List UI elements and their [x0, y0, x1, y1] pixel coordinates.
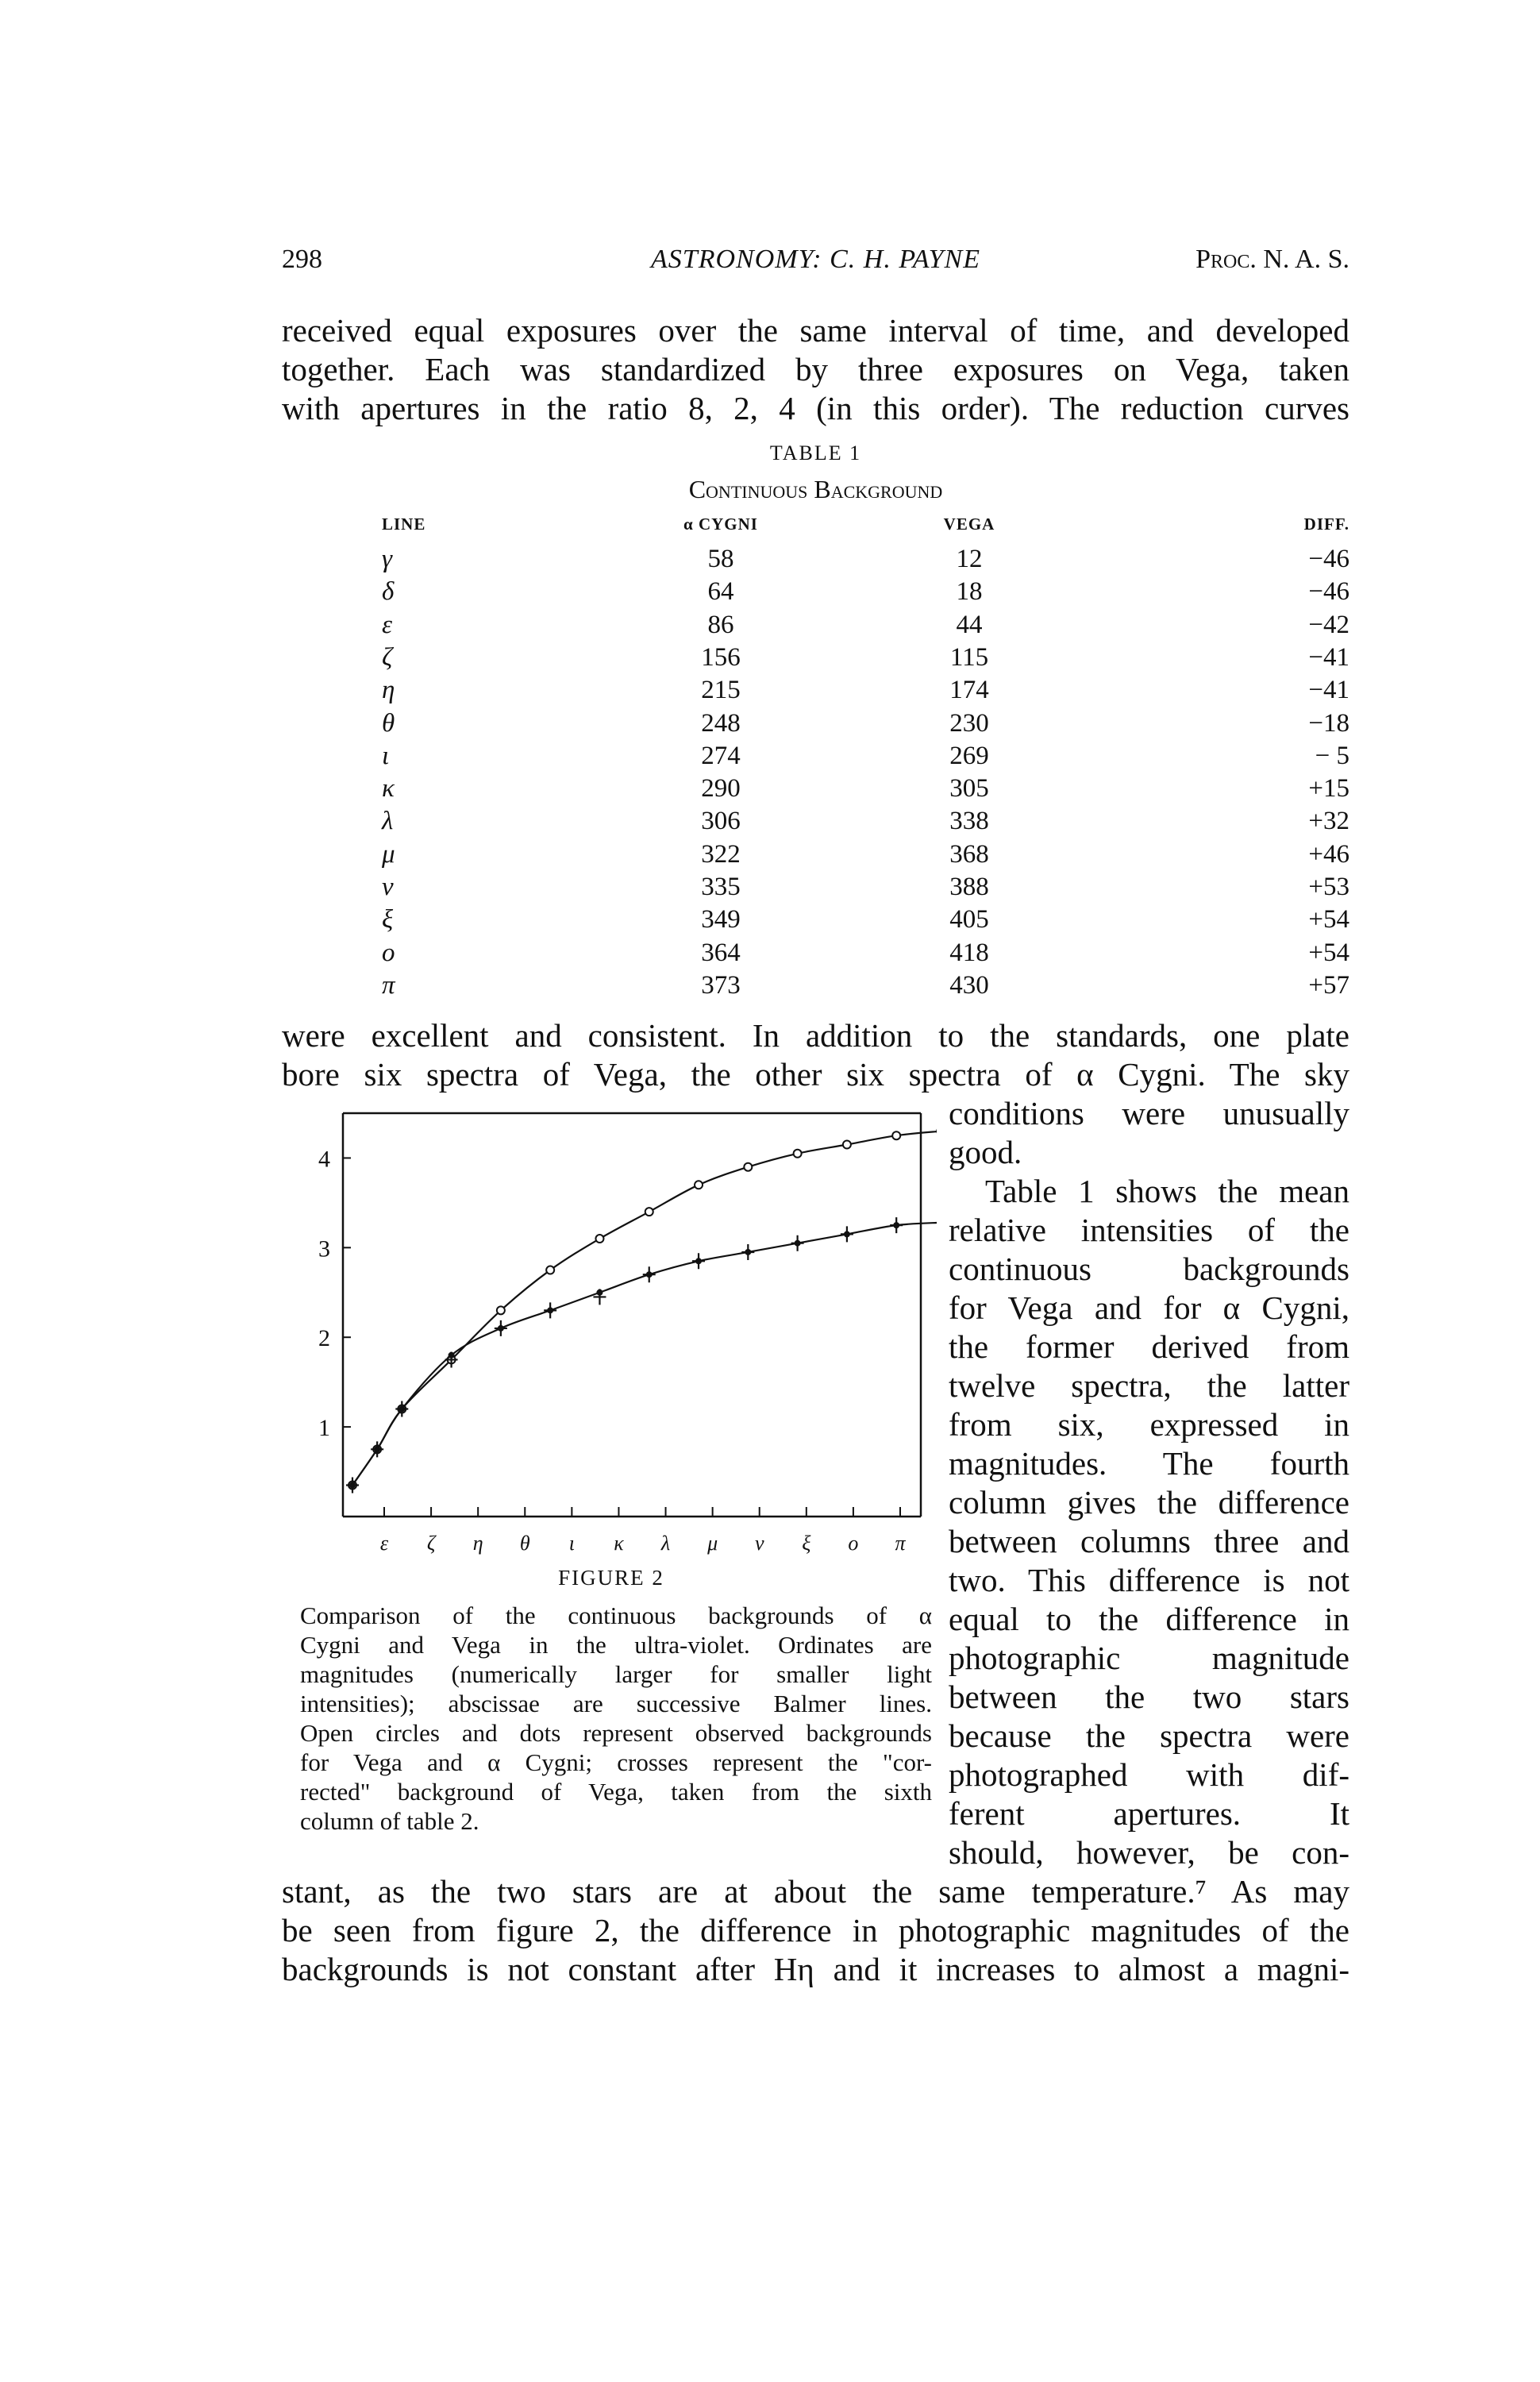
x-tick-label: ζ	[426, 1532, 436, 1555]
table-row	[282, 676, 1349, 708]
cell-diff: +15	[1308, 774, 1349, 804]
cell-diff: −18	[1308, 708, 1349, 738]
caption-line: Comparison of the continuous backgrounds of α	[300, 1601, 932, 1629]
text-line: with apertures in the ratio 8, 2, 4 (in this order). The reduction curves	[282, 390, 1349, 426]
text-line: bore six spectra of Vega, the other six spectra of α Cygni. The sky	[282, 1056, 1349, 1093]
paragraph-bottom	[282, 1872, 1349, 1989]
cell-line: η	[382, 676, 395, 705]
cell-vega: 18	[956, 577, 983, 607]
cell-diff: +54	[1308, 905, 1349, 935]
text-line: stant, as the two stars are at about the same temperature.⁷ As may	[282, 1873, 1349, 1910]
cell-cygni: 364	[701, 938, 741, 967]
text-line: twelve spectra, the latter	[949, 1367, 1349, 1404]
cell-cygni: 306	[701, 807, 741, 836]
column-header-vega: VEGA	[943, 515, 995, 534]
x-tick-label: η	[472, 1532, 483, 1555]
table-title: TABLE 1	[769, 441, 862, 464]
cell-vega: 305	[949, 774, 989, 804]
cell-vega: 174	[949, 676, 989, 705]
table-row	[282, 545, 1349, 577]
table-row	[282, 939, 1349, 971]
cell-diff: +46	[1308, 839, 1349, 869]
cell-cygni: 64	[707, 577, 734, 607]
text-line: column gives the difference	[949, 1484, 1349, 1521]
cell-diff: −46	[1308, 545, 1349, 573]
caption-line: intensities); abscissae are successive Balmer lines.	[300, 1690, 932, 1717]
cell-line: γ	[382, 545, 393, 573]
cell-vega: 44	[956, 610, 983, 639]
table-row	[282, 774, 1349, 807]
figure-label: FIGURE 2	[558, 1566, 664, 1590]
cell-cygni: 335	[701, 873, 741, 901]
cell-cygni: 373	[701, 970, 741, 1000]
cell-line: λ	[382, 807, 394, 836]
text-line: be seen from figure 2, the difference in photographic magnitudes of the	[282, 1912, 1349, 1948]
text-line: two. This difference is not	[949, 1562, 1349, 1598]
text-line: between the two stars	[949, 1679, 1349, 1715]
y-tick-label: 4	[318, 1146, 330, 1173]
cell-vega: 418	[949, 938, 989, 967]
journal-name: Proc. N. A. S.	[1195, 245, 1349, 274]
cell-vega: 12	[956, 545, 983, 573]
text-line: for Vega and for α Cygni,	[949, 1289, 1349, 1326]
cell-line: ο	[382, 938, 395, 967]
paragraph-mid	[282, 1016, 1349, 1094]
cell-diff: −42	[1308, 610, 1349, 639]
column-header-cygni: α CYGNI	[683, 515, 758, 534]
caption-line: Open circles and dots represent observed backgrounds	[300, 1719, 932, 1747]
x-tick-label: ν	[754, 1532, 764, 1555]
text-line: photographic magnitude	[949, 1640, 1349, 1676]
table-row	[282, 709, 1349, 742]
cell-line: ν	[382, 873, 394, 901]
cell-line: δ	[382, 577, 395, 607]
text-line: were excellent and consistent. In addition to the standards, one plate	[282, 1017, 1349, 1054]
caption-line: Cygni and Vega in the ultra-violet. Ordinates are	[300, 1631, 932, 1659]
x-tick-label: μ	[707, 1532, 718, 1555]
y-tick-label: 2	[318, 1325, 330, 1352]
cell-cygni: 58	[707, 545, 734, 573]
text-line: Table 1 shows the mean	[985, 1173, 1349, 1209]
cell-line: ξ	[382, 905, 394, 935]
paragraph-top	[282, 311, 1349, 428]
cell-vega: 230	[949, 708, 989, 738]
y-tick-label: 1	[318, 1415, 330, 1442]
data-point-circle	[843, 1141, 851, 1149]
cell-line: ζ	[382, 642, 393, 672]
cell-diff: −41	[1308, 642, 1349, 672]
cell-line: ε	[382, 610, 393, 639]
column-header-line: LINE	[382, 515, 426, 534]
text-line: magnitudes. The fourth	[949, 1445, 1349, 1482]
page-header	[282, 245, 1349, 281]
table-row	[282, 840, 1349, 873]
text-line: together. Each was standardized by three exposures on Vega, taken	[282, 351, 1349, 387]
x-tick-label: π	[895, 1532, 906, 1555]
table-row	[282, 577, 1349, 610]
text-line: backgrounds is not constant after Hη and it increases to almost a magni-	[282, 1951, 1349, 1987]
cell-diff: −41	[1308, 676, 1349, 705]
cell-diff: +57	[1308, 970, 1349, 1000]
table-row	[282, 905, 1349, 938]
x-tick-label: ι	[568, 1532, 575, 1555]
cell-diff: −46	[1308, 577, 1349, 607]
data-point-circle	[497, 1306, 505, 1314]
table-header	[282, 515, 1349, 538]
caption-line: column of table 2.	[300, 1807, 479, 1835]
text-line: conditions were unusually	[949, 1095, 1349, 1131]
cell-cygni: 290	[701, 774, 741, 804]
table-row	[282, 807, 1349, 839]
running-title: ASTRONOMY: C. H. PAYNE	[651, 245, 980, 274]
cell-vega: 388	[949, 873, 989, 901]
data-point-circle	[695, 1181, 703, 1189]
caption-line: rected" background of Vega, taken from the sixth	[300, 1778, 932, 1806]
cell-cygni: 215	[701, 676, 741, 705]
cell-diff: − 5	[1315, 741, 1349, 770]
caption-line: for Vega and α Cygni; crosses represent the "cor-	[300, 1748, 932, 1776]
text-line: good.	[949, 1134, 1022, 1170]
text-line: photographed with dif-	[949, 1756, 1349, 1793]
table-row	[282, 873, 1349, 905]
y-tick-label: 3	[318, 1235, 330, 1262]
cell-diff: +53	[1308, 873, 1349, 901]
cell-vega: 430	[949, 970, 989, 1000]
data-point-circle	[892, 1131, 900, 1139]
text-line: equal to the difference in	[949, 1601, 1349, 1637]
page-number: 298	[282, 245, 322, 274]
cell-line: θ	[382, 708, 395, 738]
text-line: should, however, be con-	[949, 1834, 1349, 1871]
figure-2-chart	[302, 1104, 937, 1580]
table-row	[282, 742, 1349, 774]
x-tick-label: λ	[660, 1532, 671, 1555]
data-point-circle	[794, 1150, 802, 1158]
text-line: the former derived from	[949, 1328, 1349, 1365]
data-point-circle	[744, 1163, 752, 1171]
cell-cygni: 86	[707, 610, 734, 639]
table-row	[282, 643, 1349, 676]
cell-line: π	[382, 970, 395, 1000]
x-tick-label: ο	[848, 1532, 859, 1555]
cell-line: κ	[382, 774, 395, 804]
text-line: ferent apertures. It	[949, 1795, 1349, 1832]
x-tick-label: ε	[379, 1532, 389, 1555]
cell-line: ι	[382, 741, 390, 770]
cell-vega: 338	[949, 807, 989, 836]
table-row	[282, 611, 1349, 643]
cell-cygni: 322	[701, 839, 741, 869]
cell-cygni: 274	[701, 741, 741, 770]
cell-cygni: 248	[701, 708, 741, 738]
data-point-circle	[546, 1266, 554, 1274]
caption-line: magnitudes (numerically larger for smaller light	[300, 1660, 932, 1688]
x-tick-label: θ	[519, 1532, 530, 1555]
cell-line: μ	[382, 839, 395, 869]
cell-vega: 368	[949, 839, 989, 869]
side-column-text	[949, 1094, 1349, 1872]
cell-vega: 405	[949, 905, 989, 935]
text-line: because the spectra were	[949, 1717, 1349, 1754]
text-line: from six, expressed in	[949, 1406, 1349, 1443]
text-line: between columns three and	[949, 1523, 1349, 1559]
figure-caption	[300, 1601, 932, 1836]
cell-vega: 269	[949, 741, 989, 770]
cell-diff: +54	[1308, 938, 1349, 967]
column-header-diff: DIFF.	[1303, 515, 1349, 534]
cell-cygni: 349	[701, 905, 741, 935]
table-subtitle: Continuous Background	[688, 475, 943, 503]
x-tick-label: ξ	[802, 1532, 811, 1555]
text-line: relative intensities of the	[949, 1212, 1349, 1248]
data-point-circle	[595, 1235, 603, 1243]
x-tick-label: κ	[614, 1532, 624, 1555]
text-line: continuous backgrounds	[949, 1251, 1349, 1287]
cell-cygni: 156	[701, 642, 741, 672]
table-row	[282, 971, 1349, 1004]
cell-diff: +32	[1308, 807, 1349, 836]
cell-vega: 115	[949, 642, 989, 672]
data-point-circle	[645, 1208, 653, 1216]
text-line: received equal exposures over the same interval of time, and developed	[282, 312, 1349, 349]
